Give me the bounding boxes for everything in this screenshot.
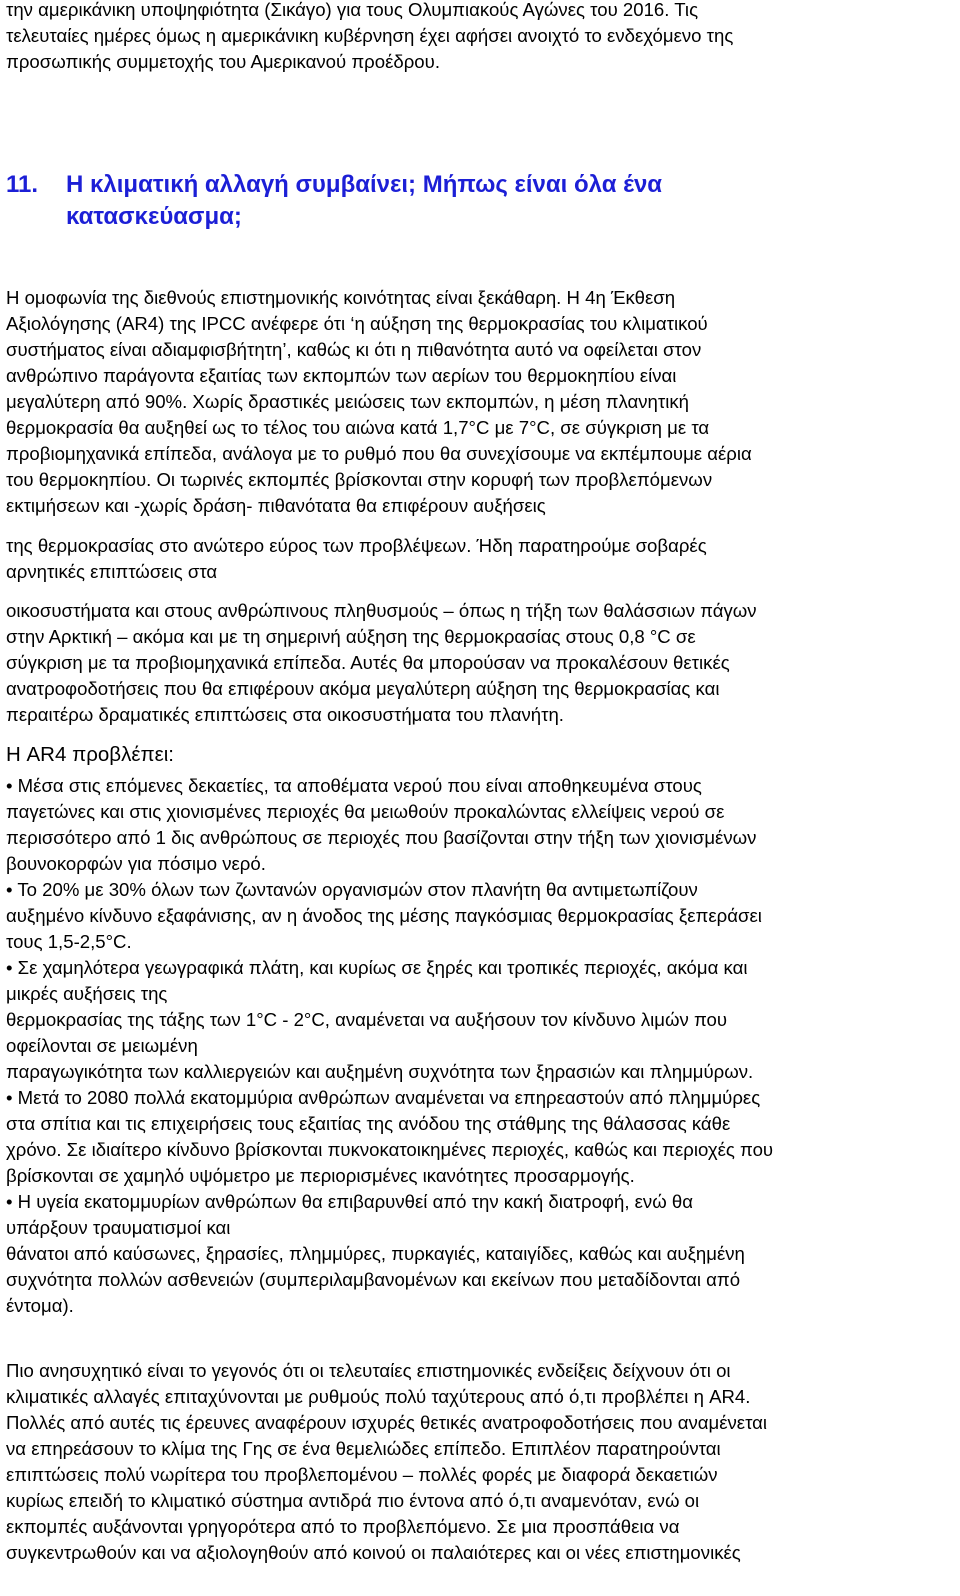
text-line: συγκεντρωθούν και να αξιολογηθούν από κοινού οι παλαιότερες και οι νέες επιστημονικές xyxy=(6,1542,741,1563)
list-item: θερμοκρασίας της τάξης των 1°C - 2°C, αναμένεται να αυξήσουν τον κίνδυνο λιμών που xyxy=(6,1009,728,1030)
list-item: βουνοκορφών για πόσιμο νερό. xyxy=(6,853,266,874)
text-line: Πολλές από αυτές τις έρευνες αναφέρουν ισχυρές θετικές ανατροφοδοτήσεις που αναμένεται xyxy=(6,1412,768,1433)
text-line: της θερμοκρασίας στο ανώτερο εύρος των προβλέψεων. Ήδη παρατηρούμε σοβαρές xyxy=(6,535,707,556)
list-item: • Μέσα στις επόμενες δεκαετίες, τα αποθέματα νερού που είναι αποθηκευμένα στους xyxy=(6,775,702,796)
list-item: περισσότερο από 1 δις ανθρώπους σε περιοχές που βασίζονται στην τήξη των χιονισμένων xyxy=(6,827,757,848)
text-line: Η ομοφωνία της διεθνούς επιστημονικής κοινότητας είναι ξεκάθαρη. Η 4η Έκθεση xyxy=(6,287,676,308)
section-number: 11. xyxy=(6,171,39,198)
text-line: κλιματικές αλλαγές επιταχύνονται με ρυθμούς πολύ ταχύτερους από ό,τι προβλέπει η AR4. xyxy=(6,1386,751,1407)
text-line: Πιο ανησυχητικό είναι το γεγονός ότι οι τελευταίες επιστημονικές ενδείξεις δείχνουν ότι οι xyxy=(6,1360,731,1381)
text-line: του θερμοκηπίου. Οι τωρινές εκπομπές βρίσκονται στην κορυφή των προβλεπόμενων xyxy=(6,469,713,490)
list-item: χρόνο. Σε ιδιαίτερο κίνδυνο βρίσκονται πυκνοκατοικημένες περιοχές, καθώς και περιοχές που xyxy=(6,1139,774,1160)
text-line: προσωπικής συμμετοχής του Αμερικανού προέδρου. xyxy=(6,51,440,72)
text-line: επιπτώσεις πολύ νωρίτερα του προβλεπομένου – πολλές φορές με διαφορά δεκαετιών xyxy=(6,1464,718,1485)
list-item: αυξημένο κίνδυνο εξαφάνισης, αν η άνοδος της μέσης παγκόσμιας θερμοκρασίας ξεπεράσει xyxy=(6,905,762,926)
list-item: βρίσκονται σε χαμηλό υψόμετρο με περιορισμένες ικανότητες προσαρμογής. xyxy=(6,1165,635,1186)
text-line: σύγκριση με τα προβιομηχανικά επίπεδα. Αυτές θα μπορούσαν να προκαλέσουν θετικές xyxy=(6,652,730,673)
list-item: μικρές αυξήσεις της xyxy=(6,983,168,1004)
list-item: τους 1,5-2,5°C. xyxy=(6,931,132,952)
list-item: • Σε χαμηλότερα γεωγραφικά πλάτη, και κυρίως σε ξηρές και τροπικές περιοχές, ακόμα και xyxy=(6,957,748,978)
section-title-line2: κατασκεύασμα; xyxy=(66,203,242,230)
text-line: τελευταίες ημέρες όμως η αμερικάνικη κυβέρνηση έχει αφήσει ανοιχτό το ενδεχόμενο της xyxy=(6,25,734,46)
list-item: • Το 20% με 30% όλων των ζωντανών οργανισμών στον πλανήτη θα αντιμετωπίζουν xyxy=(6,879,698,900)
text-line: εκτιμήσεων και -χωρίς δράση- πιθανότατα θα επιφέρουν αυξήσεις xyxy=(6,495,546,516)
text-line: μεγαλύτερη από 90%. Χωρίς δραστικές μειώσεις των εκπομπών, η μέση πλανητική xyxy=(6,391,690,412)
text-line: οικοσυστήματα και στους ανθρώπινους πληθυσμούς – όπως η τήξη των θαλάσσιων πάγων xyxy=(6,600,757,621)
text-line: στην Αρκτική – ακόμα και με τη σημερινή αύξηση της θερμοκρασίας στους 0,8 °C σε xyxy=(6,626,696,647)
list-item: στα σπίτια και τις επιχειρήσεις τους εξαιτίας της ανόδου της στάθμης της θάλασσας κάθε xyxy=(6,1113,731,1134)
text-line: αρνητικές επιπτώσεις στα xyxy=(6,561,218,582)
text-line: περαιτέρω δραματικές επιπτώσεις στα οικοσυστήματα του πλανήτη. xyxy=(6,704,564,725)
text-line: να επηρεάσουν το κλίμα της Γης σε ένα θεμελιώδες επίπεδο. Επιπλέον παρατηρούνται xyxy=(6,1438,721,1459)
text-line: ανθρώπινο παράγοντα εξαιτίας των εκπομπών των αερίων του θερμοκηπίου είναι xyxy=(6,365,677,386)
ar4-heading: Η AR4 προβλέπει: xyxy=(6,743,174,766)
section-title-line1: Η κλιματική αλλαγή συμβαίνει; Μήπως είναι όλα ένα xyxy=(66,171,663,198)
list-item: • Μετά το 2080 πολλά εκατομμύρια ανθρώπων αναμένεται να επηρεαστούν από πλημμύρες xyxy=(6,1087,761,1108)
list-item: έντομα). xyxy=(6,1295,74,1316)
list-item: θάνατοι από καύσωνες, ξηρασίες, πλημμύρες, πυρκαγιές, καταιγίδες, καθώς και αυξημένη xyxy=(6,1243,745,1264)
list-item: οφείλονται σε μειωμένη xyxy=(6,1035,198,1056)
list-item: • Η υγεία εκατομμυρίων ανθρώπων θα επιβαρυνθεί από την κακή διατροφή, ενώ θα xyxy=(6,1191,694,1212)
text-line: συστήματος είναι αδιαμφισβήτητη’, καθώς κι ότι η πιθανότητα αυτό να οφείλεται στον xyxy=(6,339,702,360)
text-line: θερμοκρασία θα αυξηθεί ως το τέλος του αιώνα κατά 1,7°C με 7°C, σε σύγκριση με τα xyxy=(6,417,710,438)
text-line: προβιομηχανικά επίπεδα, ανάλογα με το ρυθμό που θα συνεχίσουμε να εκπέμπουμε αέρια xyxy=(6,443,752,464)
text-line: ανατροφοδοτήσεις που θα επιφέρουν ακόμα μεγαλύτερη αύξηση της θερμοκρασίας και xyxy=(6,678,720,699)
list-item: παγετώνες και στις χιονισμένες περιοχές θα μειωθούν προκαλώντας ελλείψεις νερού σε xyxy=(6,801,725,822)
text-line: την αμερικάνικη υποψηφιότητα (Σικάγο) για τους Ολυμπιακούς Αγώνες του 2016. Τις xyxy=(6,0,699,20)
list-item: συχνότητα πολλών ασθενειών (συμπεριλαμβανομένων και εκείνων που μεταδίδονται από xyxy=(6,1269,741,1290)
text-line: κυρίως επειδή το κλιματικό σύστημα αντιδρά πιο έντονα από ό,τι αναμενόταν, ενώ οι xyxy=(6,1490,700,1511)
list-item: υπάρξουν τραυματισμοί και xyxy=(6,1217,231,1238)
text-line: εκπομπές αυξάνονται γρηγορότερα από το προβλεπόμενο. Σε μια προσπάθεια να xyxy=(6,1516,680,1537)
section-heading xyxy=(6,169,662,201)
text-line: Αξιολόγησης (AR4) της IPCC ανέφερε ότι ‘η αύξηση της θερμοκρασίας του κλιματικού xyxy=(6,313,708,334)
list-item: παραγωγικότητα των καλλιεργειών και αυξημένη συχνότητα των ξηρασιών και πλημμύρων. xyxy=(6,1061,754,1082)
